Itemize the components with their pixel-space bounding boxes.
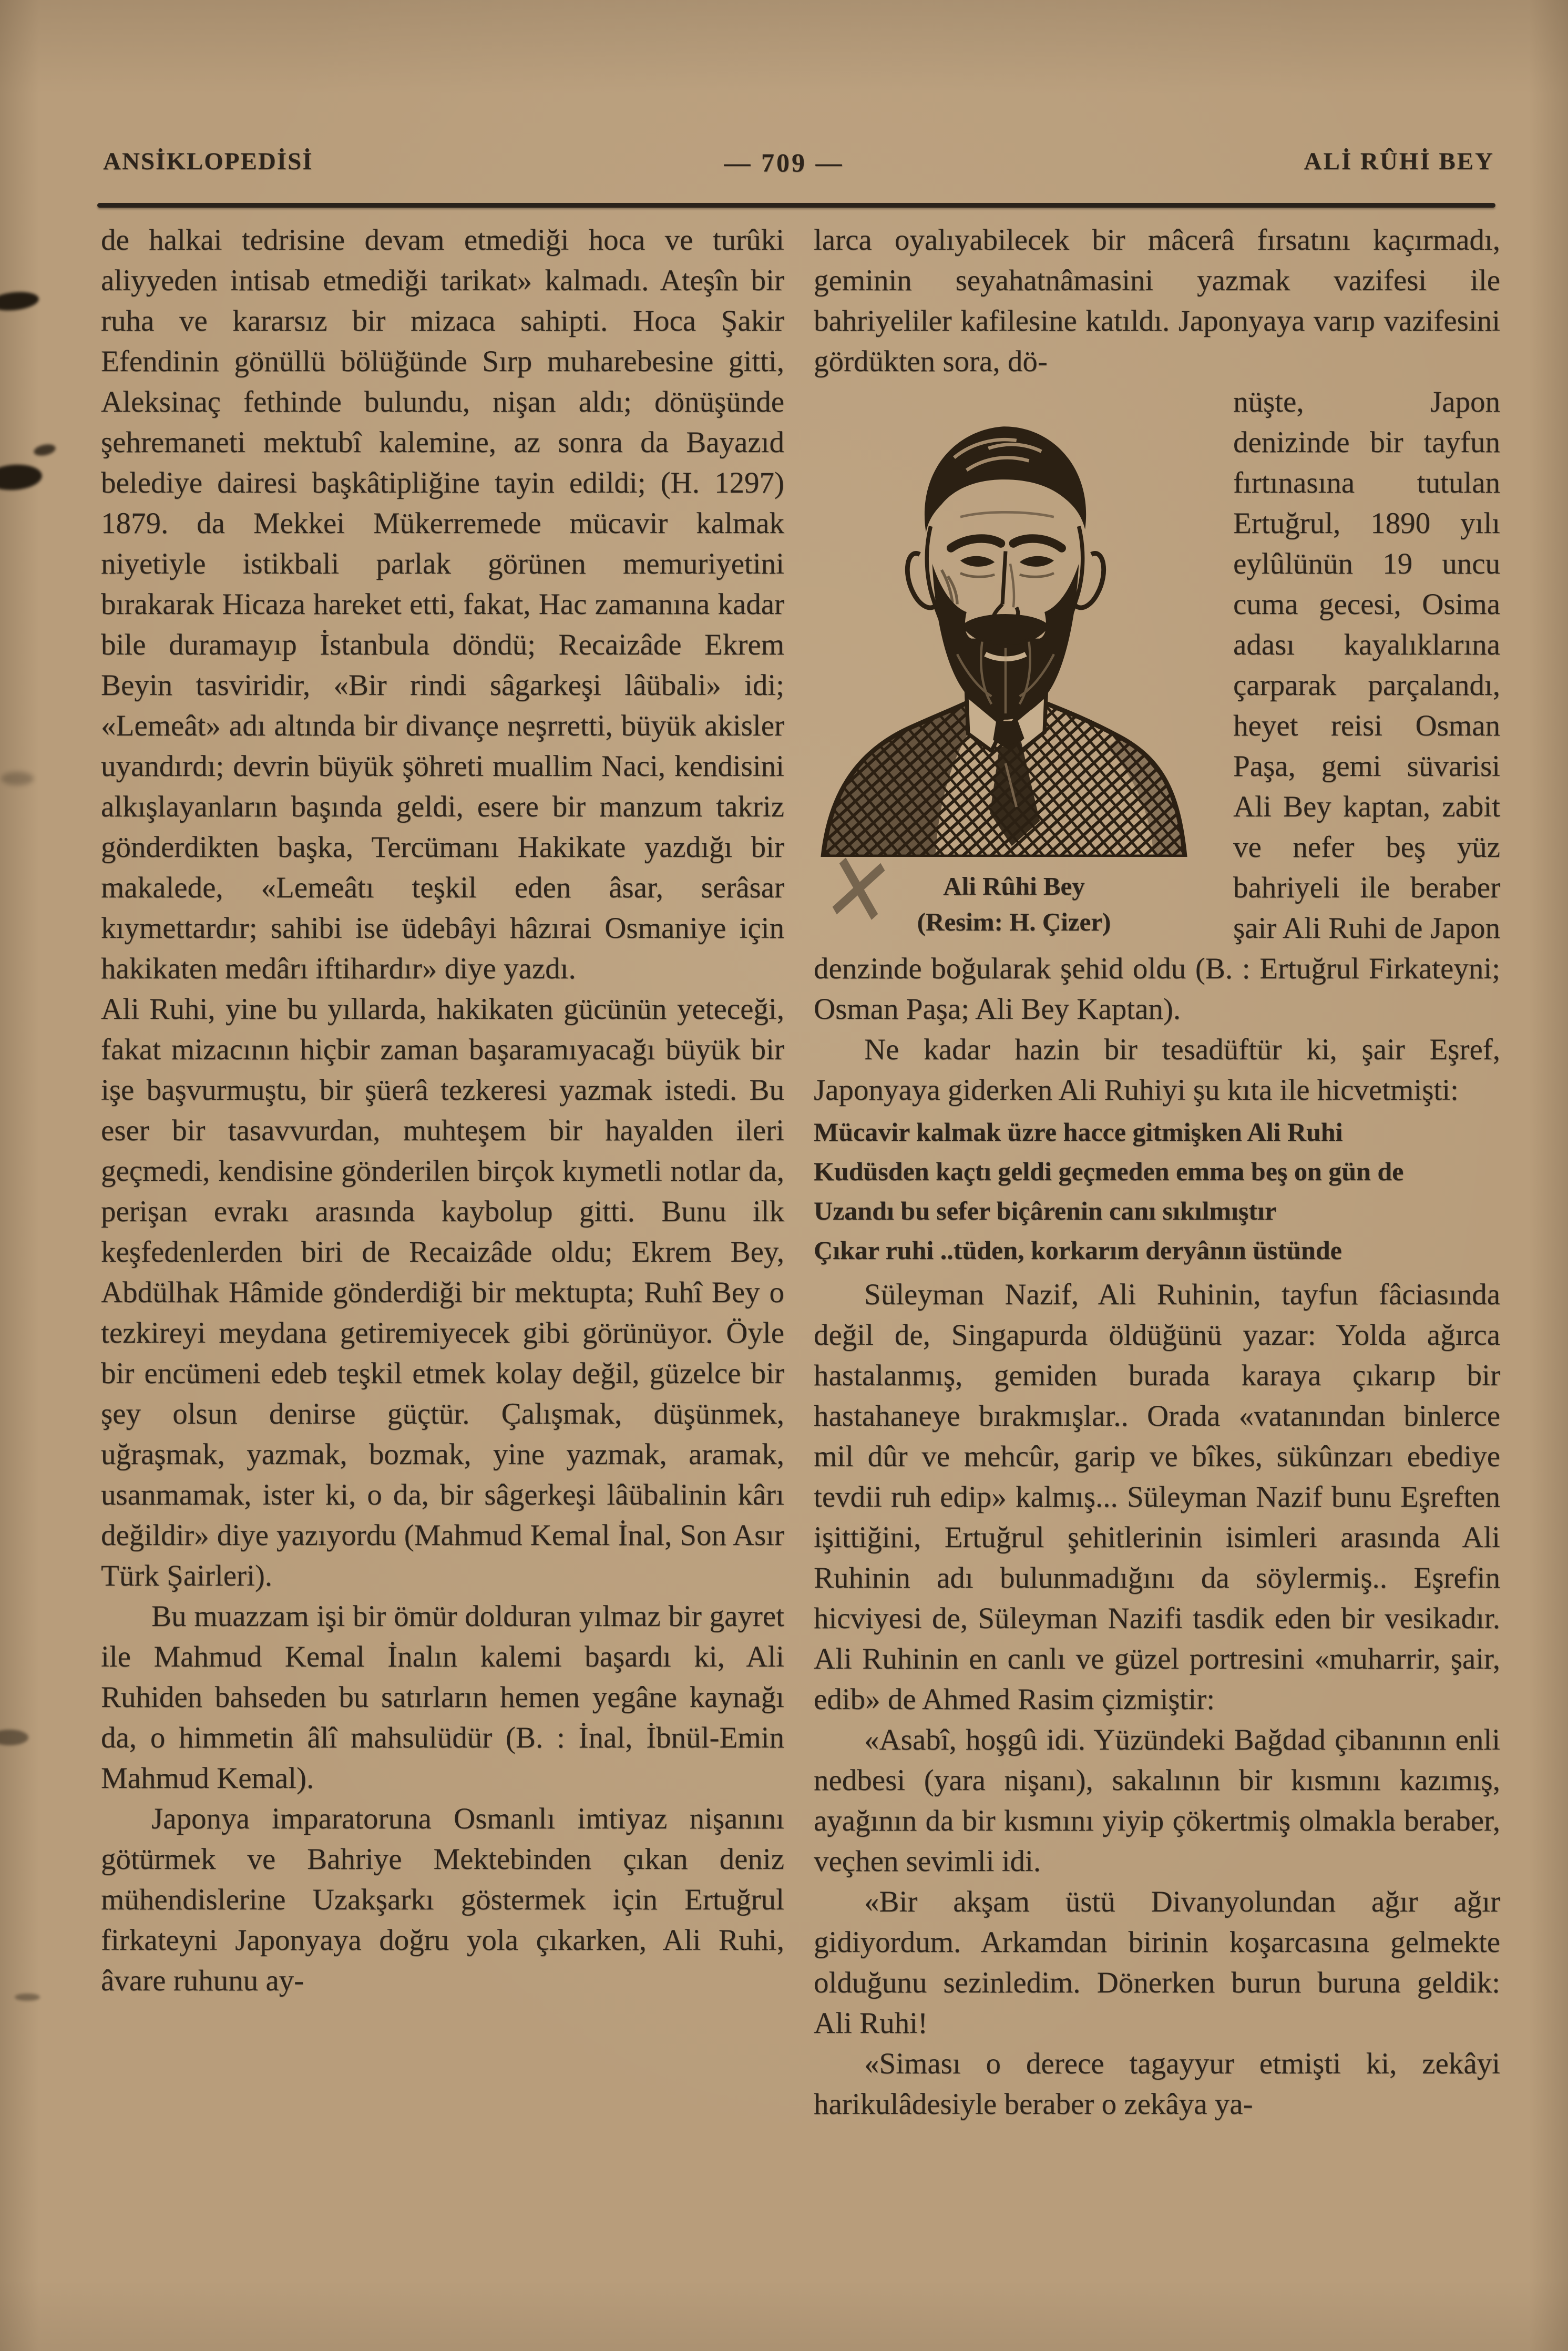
right-column: [814, 220, 1500, 2124]
paragraph: Bu muazzam işi bir ömür dolduran yılmaz bir gayret ile Mahmud Kemal İnalın kalemi başardı ki, Ali Ruhiden bahseden bu satırların hemen yegâne kaynağı da, o himmetin âlî mahsulüdür (B. : İnal, İbnül-Emin Mahmud Kemal).: [101, 1600, 784, 1795]
page-number: — 709 —: [724, 148, 844, 177]
handwritten-x-mark: ✕: [816, 829, 900, 953]
paragraph: nüşte, Japon denizinde bir tayfun fırtınasına tutulan Ertuğrul, 1890 yılı eylûlünün 19 uncu cuma gecesi, Osima adası kayalıklarına çarparak parçalandı, heyet reisi Osman Paşa, gemi süvarisi Ali Bey kaptan, zabit ve nefer beş yüz bahriyeli ile beraber şair Ali Ruhi de Japon denzinde boğularak şehid oldu (B. : Ertuğrul Firkateyni; Osman Paşa; Ali Bey Kaptan).: [814, 385, 1500, 1026]
left-column: [101, 220, 784, 2001]
paragraph: Ne kadar hazin bir tesadüftür ki, şair Eşref, Japonyaya giderken Ali Ruhiyi şu kıta ile hicvetmişti:: [814, 1033, 1500, 1107]
paragraph: Süleyman Nazif, Ali Ruhinin, tayfun fâciasında değil de, Singapurda öldüğünü yazar: Yolda ağırca hastalanmış, gemiden burada karaya çıkarıp bir hastahaneye bırakmışlar.. Orada «vatanından binlerce mil dûr ve mehcûr, garip ve bîkes, sükûnzarı ebediye tevdii ruh edip» kalmış... Süleyman Nazif bunu Eşreften işittiğini, Ertuğrul şehitlerinin isimleri arasında Ali Ruhinin adı bulunmadığını da söylermiş.. Eşrefin hicviyesi de, Süleyman Nazifi tasdik eden bir vesikadır. Ali Ruhinin en canlı ve güzel portresini «muharrir, şair, edib» de Ahmed Rasim çizmiştir:: [814, 1278, 1500, 1716]
paragraph: Ali Ruhi, yine bu yıllarda, hakikaten gücünün yeteceği, fakat mizacının hiçbir zaman başaramıyacağı büyük bir işe başvurmuştu, bir şüerâ tezkeresi yazmak istedi. Bu eser bir tasavvurdan, muhteşem bir hayalden ileri geçmedi, kendisine gönderilen birçok kıymetli notlar da, perişan evrakı arasında kaybolup gitti. Bunu ilk keşfedenlerden biri de Recaizâde oldu; Ekrem Bey, Abdülhak Hâmide gönderdiği bir mektupta; Ruhî Bey o tezkireyi meydana getiremiyecek gibi görünüyor. Öyle bir encümeni edeb teşkil etmek kolay değil, güzelce bir şey olsun denirse güçtür. Çalışmak, düşünmek, uğraşmak, yazmak, bozmak, yine yazmak, aramak, usanmamak, ister ki, o da, bir sâgerkeşi lâübalinin kârı değildir» diye yazıyordu (Mahmud Kemal İnal, Son Asır Türk Şairleri).: [101, 993, 784, 1592]
verse-line: Kudüsden kaçtı geldi geçmeden emma beş on gün de: [814, 1157, 1404, 1186]
paragraph: «Asabî, hoşgû idi. Yüzündeki Bağdad çibanının enli nedbesi (yara nişanı), sakalının bir kısmını kazımış, ayağının da bir kısmını yiyip çökertmiş olmakla beraber, veçhen sevimli idi.: [814, 1723, 1500, 1878]
paragraph: larca oyalıyabilecek bir mâcerâ fırsatını kaçırmadı, geminin seyahatnâmasini yazmak vazifesi ile bahriyeliler kafilesine katıldı. Japonyaya varıp vazifesini gördükten sora, dö-: [814, 223, 1500, 378]
figure-caption-credit: (Resim: H. Çizer): [917, 907, 1111, 936]
margin-pencil-mark: [15, 1994, 40, 2001]
header-divider: [97, 203, 1495, 208]
verse-line: Mücavir kalmak üzre hacce gitmişken Ali Ruhi: [814, 1117, 1343, 1147]
paragraph: de halkai tedrisine devam etmediği hoca ve turûki aliyyeden intisab etmediği tarikat» kalmadı. Ateşîn bir ruha ve kararsız bir mizaca sahipti. Hoca Şakir Efendinin gönüllü bölüğünde Sırp muharebesine gitti, Aleksinaç fethinde bulundu, nişan aldı; dönüşünde şehremaneti mektubî kalemine, az sonra da Bayazıd belediye dairesi başkâtipliğine tayin edildi; (H. 1297) 1879. da Mekkei Mükerremede mücavir kalmak niyetiyle istikbali parlak görünen memuriyetini bırakarak Hicaza hareket etti, fakat, Hac zamanına kadar bile duramayıp İstanbula döndü; Recaizâde Ekrem Beyin tasviridir, «Bir rindi sâgarkeşi lâübali» idi; «Lemeât» adı altında bir divançe neşrretti, büyük akisler uyandırdı; devrin büyük şöhreti muallim Naci, kendisini alkışlayanların başında geldi, esere bir manzum takriz gönderdikten başka, Tercümanı Hakikate yazdığı bir makalede, «Lemeâtı teşkil eden âsar, serâsar kıymettardır; sahibi ise üdebâyi hâzırai Osmaniye için hakikaten medârı iftihardır» diye yazdı.: [101, 223, 784, 985]
article-title: ALİ RÛHİ BEY: [1304, 148, 1494, 175]
paragraph: Japonya imparatoruna Osmanlı imtiyaz nişanını götürmek ve Bahriye Mektebinden çıkan deniz mühendislerine Uzakşarkı göstermek için Ertuğrul firkateyni Japonyaya doğru yola çıkarken, Ali Ruhi, âvare ruhunu ay-: [101, 1802, 784, 1997]
margin-pencil-mark: [0, 1730, 28, 1745]
publication-title: ANSİKLOPEDİSİ: [103, 148, 313, 175]
paragraph: «Bir akşam üstü Divanyolundan ağır ağır gidiyordum. Arkamdan birinin koşarcasına gelmekte olduğunu sezinledim. Dönerken burun buruna geldik: Ali Ruhi!: [814, 1885, 1500, 2040]
margin-ink-smudge: [0, 463, 43, 492]
margin-pencil-mark: [1, 772, 34, 785]
portrait-illustration: [817, 389, 1191, 857]
verse-line: Uzandı bu sefer biçârenin canı sıkılmıştır: [814, 1196, 1277, 1225]
margin-ink-smudge: [33, 443, 56, 457]
verse-line: Çıkar ruhi ..tüden, korkarım deryânın üstünde: [814, 1235, 1342, 1265]
satirical-verse: [814, 1112, 1500, 1270]
page-header: [0, 147, 1568, 176]
margin-ink-smudge: [0, 290, 40, 313]
paragraph: «Siması o derece tagayyur etmişti ki, zekâyi harikulâdesiyle beraber o zekâya ya-: [814, 2047, 1500, 2121]
portrait-figure: [814, 389, 1214, 953]
figure-caption-title: Ali Rûhi Bey: [943, 872, 1085, 901]
